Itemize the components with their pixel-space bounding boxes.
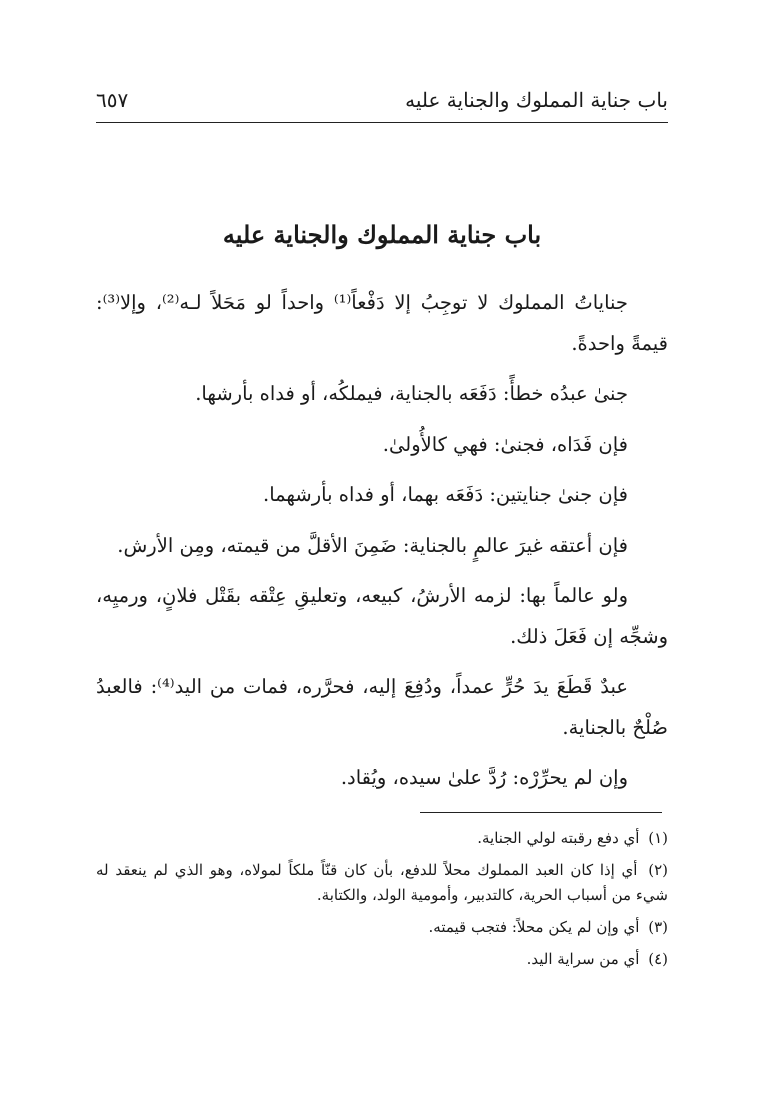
paragraph: ولو عالماً بها: لزمه الأرشُ، كبيعه، وتعليقِ عِتْقه بقَتْل فلانٍ، ورميِه، وشجِّه إن فَعَلَ ذلك.	[96, 584, 668, 648]
footnote	[96, 915, 668, 940]
footnote	[96, 826, 668, 851]
paragraph: وإن لم يحرِّرْه: رُدَّ علىٰ سيده، ويُقاد.	[340, 766, 628, 789]
paragraph: جنىٰ عبدُه خطأً: دَفَعَه بالجناية، فيملكُه، أو فداه بأرشها.	[195, 382, 628, 405]
paragraph: عبدٌ قَطَعَ يدَ حُرٍّ عمداً، ودُفِعَ إليه، فحرَّره، فمات من اليد⁽⁴⁾: فالعبدُ صُلْحٌ بالجناية.	[96, 675, 668, 739]
running-title: باب جناية المملوك والجناية عليه	[405, 88, 668, 112]
main-text	[96, 283, 668, 809]
footnote-label: (٢)	[648, 861, 668, 879]
footnote-label: (٤)	[648, 950, 668, 968]
footnote-label: (١)	[648, 829, 668, 847]
running-header	[96, 86, 668, 123]
footnote	[96, 947, 668, 972]
paragraph: فإن جنىٰ جنايتين: دَفَعَه بهما، أو فداه بأرشهما.	[263, 483, 628, 506]
footnote-divider	[420, 812, 662, 813]
paragraph: فإن فَدَاه، فجنىٰ: فهي كالأُولىٰ.	[382, 432, 628, 456]
footnote-label: (٣)	[648, 918, 668, 936]
footnote-text: أي دفع رقبته لولي الجناية.	[477, 829, 640, 847]
paragraph: فإن أعتقه غيرَ عالمٍ بالجناية: ضَمِنَ الأقلَّ من قيمته، ومِن الأرش.	[117, 533, 628, 557]
paragraph: جناياتُ المملوك لا توجِبُ إلا دَفْعاً⁽¹⁾ واحداً لو مَحَلاً لـه⁽²⁾، وإلا⁽³⁾: قيمةً واحدةً.	[96, 291, 668, 355]
footnote-text: أي إذا كان العبد المملوك محلاً للدفع، بأن كان قنّاً ملكاً لمولاه، وهو الذي لم ينعقد له شيء من أسباب الحرية، كالتدبير، وأمومية الولد، والكتابة.	[96, 861, 668, 904]
footnote	[96, 858, 668, 908]
page-number: ٦٥٧	[96, 88, 129, 112]
footnote-text: أي من سراية اليد.	[526, 950, 640, 968]
chapter-title: باب جناية المملوك والجناية عليه	[222, 220, 542, 249]
footnotes	[96, 826, 668, 979]
footnote-text: أي وإن لم يكن محلاً: فتجب قيمته.	[428, 918, 640, 936]
